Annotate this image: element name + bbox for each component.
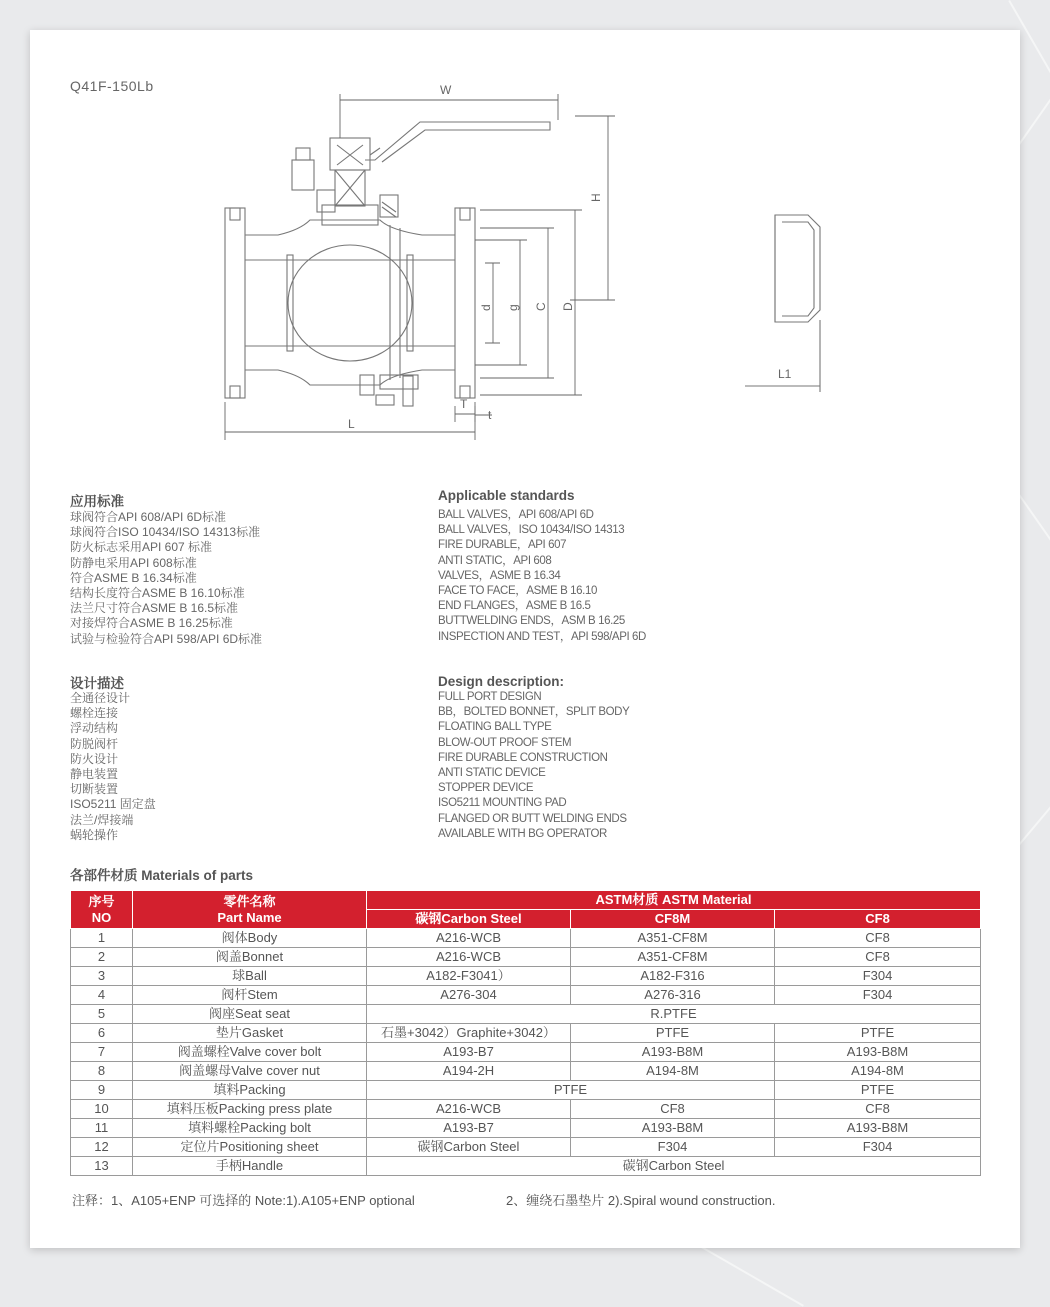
- cell-part-name: 阀盖Bonnet: [133, 948, 367, 967]
- table-row: [71, 1119, 981, 1138]
- design-cn-item: 蜗轮操作: [70, 827, 119, 842]
- cell-cf8m: F304: [571, 1138, 775, 1157]
- cell-cf8m: A194-8M: [571, 1062, 775, 1081]
- standard-en-item: INSPECTION AND TEST，API 598/API 6D: [438, 630, 646, 643]
- design-cn-item: 静电装置: [70, 767, 119, 782]
- cell-cf8m: A351-CF8M: [571, 948, 775, 967]
- cell-cf8: CF8: [775, 948, 981, 967]
- design-en-title: Design description:: [438, 674, 565, 689]
- standards-cn-title: 应用标准: [70, 494, 124, 509]
- standard-en-item: FIRE DURABLE，API 607: [438, 539, 567, 552]
- materials-table: [70, 890, 981, 1176]
- valve-drawing: [30, 30, 1020, 450]
- header-no-en: NO: [91, 909, 112, 925]
- standards-cn-list: [70, 510, 262, 647]
- cell-cf8: CF8: [775, 1100, 981, 1119]
- standards-en-title: Applicable standards: [438, 488, 575, 503]
- table-row: [71, 1100, 981, 1119]
- svg-text:t: t: [488, 408, 492, 422]
- table-row: [71, 929, 981, 948]
- design-en-list: [438, 690, 629, 842]
- cell-part-name: 阀盖螺栓Valve cover bolt: [133, 1043, 367, 1062]
- table-row: [71, 1062, 981, 1081]
- cell-part-name: 定位片Positioning sheet: [133, 1138, 367, 1157]
- design-en-item: AVAILABLE WITH BG OPERATOR: [438, 827, 607, 840]
- design-en-item: ANTI STATIC DEVICE: [438, 767, 546, 780]
- cell-carbon-steel: A194-2H: [367, 1062, 571, 1081]
- cell-part-name: 填料螺栓Packing bolt: [133, 1119, 367, 1138]
- design-en-item: FIRE DURABLE CONSTRUCTION: [438, 751, 608, 764]
- standard-en-item: BALL VALVES，API 608/API 6D: [438, 509, 594, 521]
- note-2: 2、缠绕石墨垫片 2).Spiral wound construction.: [506, 1193, 776, 1208]
- svg-text:W: W: [440, 83, 452, 97]
- cell-material-merged: 碳钢Carbon Steel: [367, 1157, 981, 1176]
- standards-en-list: [438, 508, 646, 645]
- cell-carbon-steel: A216-WCB: [367, 929, 571, 948]
- cell-carbon-steel: 石墨+3042）Graphite+3042）: [367, 1024, 571, 1043]
- design-cn-item: 防火设计: [70, 751, 119, 766]
- svg-text:C: C: [534, 302, 548, 311]
- svg-text:D: D: [561, 302, 575, 311]
- cell-part-name: 球Ball: [133, 967, 367, 986]
- standard-cn-item: 球阀符合ISO 10434/ISO 14313标准: [70, 525, 261, 540]
- cell-no: 6: [71, 1024, 133, 1043]
- cell-material-merged: R.PTFE: [367, 1005, 981, 1024]
- header-cf8m: CF8M: [571, 910, 775, 929]
- cell-cf8: CF8: [775, 929, 981, 948]
- cell-cf8: F304: [775, 1138, 981, 1157]
- cell-cf8m: PTFE: [571, 1024, 775, 1043]
- note-1: 注释：1、A105+ENP 可选择的 Note:1).A105+ENP optional: [72, 1193, 415, 1208]
- cell-part-name: 填料Packing: [133, 1081, 367, 1100]
- design-cn-item: 切断装置: [70, 782, 119, 797]
- cell-cf8m: A193-B8M: [571, 1119, 775, 1138]
- svg-text:d: d: [479, 304, 493, 311]
- materials-title: 各部件材质 Materials of parts: [70, 868, 254, 883]
- header-part-en: Part Name: [217, 909, 282, 925]
- standard-cn-item: 试验与检验符合API 598/API 6D标准: [70, 631, 263, 646]
- cell-part-name: 阀杆Stem: [133, 986, 367, 1005]
- cell-part-name: 阀盖螺母Valve cover nut: [133, 1062, 367, 1081]
- standard-cn-item: 防火标志采用API 607 标准: [70, 540, 213, 555]
- standard-cn-item: 对接焊符合ASME B 16.25标准: [70, 616, 233, 631]
- table-row: [71, 1043, 981, 1062]
- cell-cf8: F304: [775, 967, 981, 986]
- svg-text:L1: L1: [778, 367, 792, 381]
- cell-no: 11: [71, 1119, 133, 1138]
- table-row: [71, 1024, 981, 1043]
- header-carbon: 碳钢Carbon Steel: [367, 910, 571, 929]
- design-cn-title: 设计描述: [70, 676, 124, 691]
- table-row: [71, 986, 981, 1005]
- standard-en-item: BALL VALVES，ISO 10434/ISO 14313: [438, 524, 625, 537]
- standard-cn-item: 法兰尺寸符合ASME B 16.5标准: [70, 601, 239, 616]
- svg-text:H: H: [589, 193, 603, 202]
- cell-cf8: A194-8M: [775, 1062, 981, 1081]
- table-row: [71, 948, 981, 967]
- cell-cf8: F304: [775, 986, 981, 1005]
- design-cn-item: 全通径设计: [70, 691, 131, 705]
- header-no-cn: 序号: [88, 893, 115, 909]
- design-cn-item: ISO5211 固定盘: [70, 797, 156, 812]
- table-row: [71, 1157, 981, 1176]
- table-row: [71, 1005, 981, 1024]
- materials-table-body: [71, 929, 981, 1176]
- header-part-cn: 零件名称: [223, 893, 276, 909]
- header-no: [71, 891, 133, 929]
- cell-part-name: 手柄Handle: [133, 1157, 367, 1176]
- background-decoration: [699, 1245, 804, 1307]
- cell-part-name: 阀座Seat seat: [133, 1005, 367, 1024]
- header-cf8: CF8: [775, 910, 981, 929]
- design-en-item: FULL PORT DESIGN: [438, 691, 542, 703]
- cell-cf8m: CF8: [571, 1100, 775, 1119]
- cell-no: 12: [71, 1138, 133, 1157]
- cell-cf8: PTFE: [775, 1081, 981, 1100]
- svg-text:T: T: [460, 397, 468, 411]
- svg-text:L: L: [348, 417, 355, 431]
- design-cn-item: 螺栓连接: [70, 706, 119, 721]
- cell-carbon-steel: A216-WCB: [367, 1100, 571, 1119]
- cell-cf8: A193-B8M: [775, 1119, 981, 1138]
- cell-carbon-steel: A216-WCB: [367, 948, 571, 967]
- table-row: [71, 1138, 981, 1157]
- header-part: [133, 891, 367, 929]
- cell-cf8m: A351-CF8M: [571, 929, 775, 948]
- standard-en-item: BUTTWELDING ENDS，ASM B 16.25: [438, 615, 625, 628]
- svg-text:g: g: [506, 304, 520, 311]
- standard-en-item: END FLANGES，ASME B 16.5: [438, 600, 591, 613]
- cell-no: 9: [71, 1081, 133, 1100]
- cell-carbon-steel: 碳钢Carbon Steel: [367, 1138, 571, 1157]
- cell-no: 10: [71, 1100, 133, 1119]
- table-row: [71, 967, 981, 986]
- design-cn-item: 法兰/焊接端: [70, 812, 134, 827]
- design-cn-list: [70, 691, 156, 843]
- standard-cn-item: 球阀符合API 608/API 6D标准: [70, 510, 227, 524]
- standard-en-item: VALVES，ASME B 16.34: [438, 569, 561, 582]
- header-astm: ASTM材质 ASTM Material: [367, 891, 981, 910]
- cell-carbon-steel: A193-B7: [367, 1119, 571, 1138]
- model-title: Q41F-150Lb: [70, 78, 154, 94]
- cell-cf8m: A193-B8M: [571, 1043, 775, 1062]
- cell-no: 2: [71, 948, 133, 967]
- cell-carbon-steel: A182-F3041）: [367, 967, 571, 986]
- cell-cf8m: A182-F316: [571, 967, 775, 986]
- cell-part-name: 垫片Gasket: [133, 1024, 367, 1043]
- standard-cn-item: 符合ASME B 16.34标准: [70, 570, 197, 585]
- standard-cn-item: 结构长度符合ASME B 16.10标准: [70, 586, 245, 601]
- cell-material-merged: PTFE: [367, 1081, 775, 1100]
- design-cn-item: 浮动结构: [70, 721, 119, 736]
- cell-cf8m: A276-316: [571, 986, 775, 1005]
- design-en-item: FLOATING BALL TYPE: [438, 721, 552, 734]
- design-cn-item: 防脱阀杆: [70, 736, 119, 751]
- design-en-item: BLOW-OUT PROOF STEM: [438, 736, 572, 749]
- standard-en-item: ANTI STATIC，API 608: [438, 554, 552, 567]
- cell-no: 1: [71, 929, 133, 948]
- table-row: [71, 1081, 981, 1100]
- cell-carbon-steel: A276-304: [367, 986, 571, 1005]
- cell-carbon-steel: A193-B7: [367, 1043, 571, 1062]
- standard-cn-item: 防静电采用API 608标准: [70, 555, 197, 570]
- design-en-item: FLANGED OR BUTT WELDING ENDS: [438, 812, 627, 825]
- datasheet-page: [30, 30, 1020, 1248]
- design-en-item: STOPPER DEVICE: [438, 782, 534, 795]
- cell-no: 7: [71, 1043, 133, 1062]
- cell-cf8: PTFE: [775, 1024, 981, 1043]
- cell-cf8: A193-B8M: [775, 1043, 981, 1062]
- standard-en-item: FACE TO FACE，ASME B 16.10: [438, 585, 597, 598]
- design-en-item: ISO5211 MOUNTING PAD: [438, 797, 567, 810]
- cell-no: 4: [71, 986, 133, 1005]
- cell-part-name: 填料压板Packing press plate: [133, 1100, 367, 1119]
- cell-no: 5: [71, 1005, 133, 1024]
- cell-part-name: 阀体Body: [133, 929, 367, 948]
- cell-no: 3: [71, 967, 133, 986]
- cell-no: 13: [71, 1157, 133, 1176]
- cell-no: 8: [71, 1062, 133, 1081]
- design-en-item: BB，BOLTED BONNET，SPLIT BODY: [438, 706, 630, 719]
